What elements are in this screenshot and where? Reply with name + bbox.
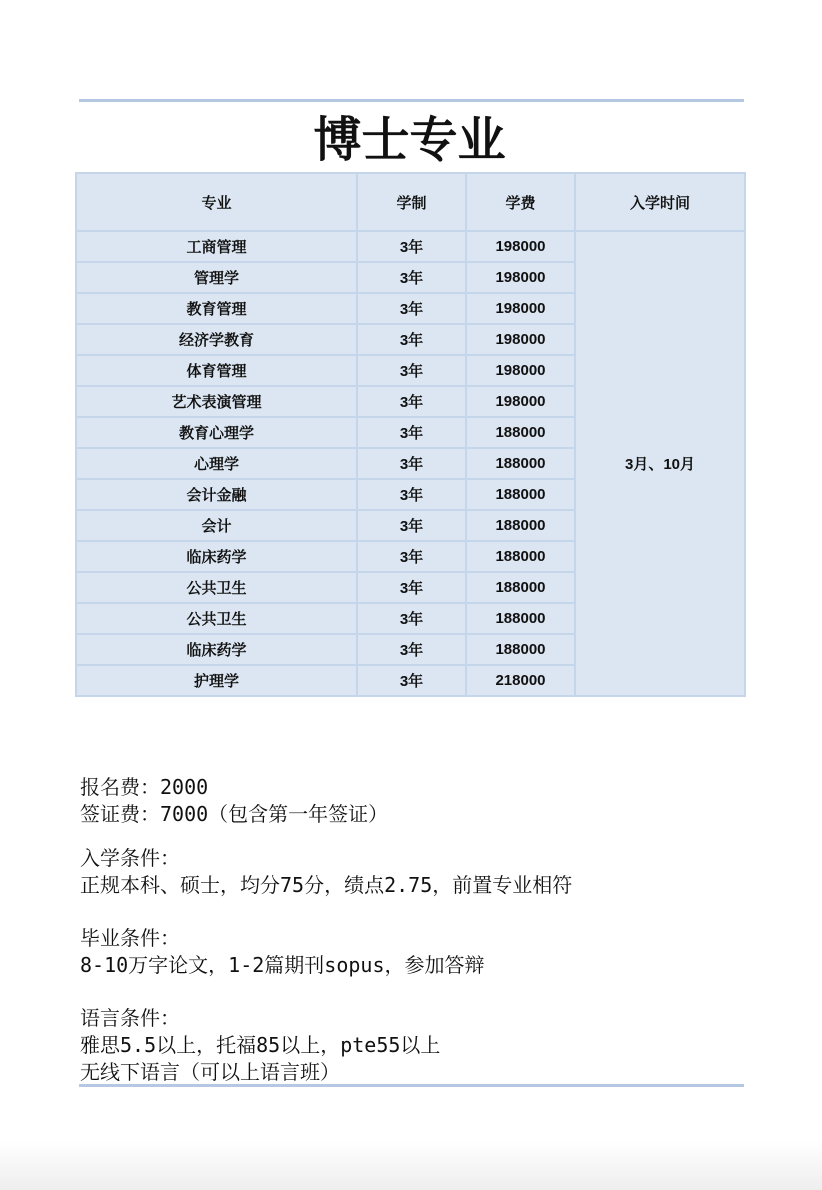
duration-cell: 3年 [357,262,466,293]
header-major: 专业 [76,173,357,231]
tuition-cell: 198000 [466,386,575,417]
duration-cell: 3年 [357,541,466,572]
major-cell: 体育管理 [76,355,357,386]
duration-cell: 3年 [357,634,466,665]
table-header-row [76,173,745,231]
duration-cell: 3年 [357,355,466,386]
duration-cell: 3年 [357,572,466,603]
admission-title: 入学条件： [80,846,180,870]
major-cell: 心理学 [76,448,357,479]
doctoral-programs-table [75,172,746,697]
tuition-cell: 198000 [466,262,575,293]
duration-cell: 3年 [357,510,466,541]
header-tuition: 学费 [466,173,575,231]
duration-cell: 3年 [357,448,466,479]
tuition-cell: 188000 [466,603,575,634]
tuition-cell: 188000 [466,417,575,448]
graduation-title: 毕业条件： [80,926,180,950]
duration-cell: 3年 [357,231,466,262]
tuition-cell: 188000 [466,541,575,572]
duration-cell: 3年 [357,479,466,510]
bottom-rule [79,1084,744,1087]
admission-text: 正规本科、硕士，均分75分，绩点2.75，前置专业相符 [80,873,573,897]
header-duration: 学制 [357,173,466,231]
visa-fee: 签证费：7000（包含第一年签证） [80,802,389,826]
major-cell: 工商管理 [76,231,357,262]
major-cell: 管理学 [76,262,357,293]
tuition-cell: 188000 [466,634,575,665]
graduation-text: 8-10万字论文，1-2篇期刊sopus，参加答辩 [80,953,485,977]
header-intake: 入学时间 [575,173,745,231]
duration-cell: 3年 [357,417,466,448]
tuition-cell: 188000 [466,448,575,479]
tuition-cell: 198000 [466,231,575,262]
major-cell: 经济学教育 [76,324,357,355]
notes-section [80,774,740,1086]
duration-cell: 3年 [357,665,466,696]
major-cell: 艺术表演管理 [76,386,357,417]
tuition-cell: 198000 [466,324,575,355]
major-cell: 临床药学 [76,541,357,572]
tuition-cell: 188000 [466,510,575,541]
major-cell: 护理学 [76,665,357,696]
duration-cell: 3年 [357,603,466,634]
page-title: 博士专业 [313,112,506,168]
tuition-cell: 198000 [466,293,575,324]
duration-cell: 3年 [357,293,466,324]
major-cell: 教育心理学 [76,417,357,448]
tuition-cell: 198000 [466,355,575,386]
top-rule [79,99,744,102]
tuition-cell: 188000 [466,572,575,603]
language-title: 语言条件： [80,1006,180,1030]
major-cell: 公共卫生 [76,603,357,634]
table-row [76,231,745,262]
page-bottom-shade [0,1140,822,1190]
duration-cell: 3年 [357,386,466,417]
major-cell: 会计 [76,510,357,541]
major-cell: 教育管理 [76,293,357,324]
duration-cell: 3年 [357,324,466,355]
major-cell: 会计金融 [76,479,357,510]
tuition-cell: 188000 [466,479,575,510]
registration-fee: 报名费：2000 [80,775,209,799]
tuition-cell: 218000 [466,665,575,696]
language-text-2: 无线下语言（可以上语言班） [80,1060,340,1084]
major-cell: 公共卫生 [76,572,357,603]
intake-cell: 3月、10月 [575,231,745,696]
major-cell: 临床药学 [76,634,357,665]
language-text-1: 雅思5.5以上，托福85以上，pte55以上 [80,1033,441,1057]
